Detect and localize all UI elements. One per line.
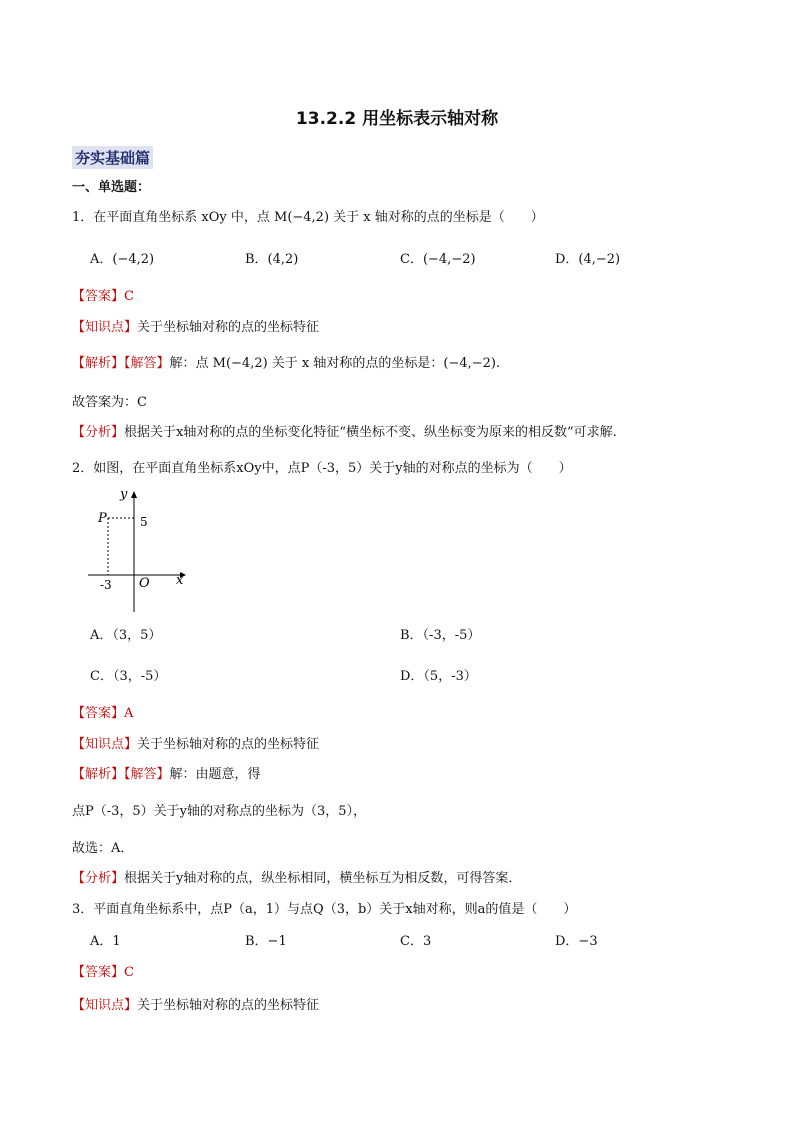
y-axis-arrow xyxy=(131,491,137,498)
analysis-text: 解：点 M(−4,2) 关于 x 轴对称的点的坐标是：(−4,−2). xyxy=(169,356,501,371)
q2-knowledge xyxy=(72,735,319,755)
x-axis-label: x xyxy=(176,573,184,588)
q1-option-a: A．(−4,2) xyxy=(90,252,155,267)
subsection-heading: 一、单选题： xyxy=(72,180,151,195)
origin-label: O xyxy=(139,576,150,591)
q2-analysis xyxy=(72,765,261,785)
q1-reason xyxy=(72,423,617,443)
reason-text: 根据关于y轴对称的点，纵坐标相同，横坐标互为相反数，可得答案． xyxy=(124,871,522,886)
answer-value: C xyxy=(124,289,134,304)
section-heading: 夯实基础篇 xyxy=(72,146,153,169)
coordinate-figure xyxy=(86,484,196,614)
q3-stem: 3．平面直角坐标系中，点P（a，1）与点Q（3，b）关于x轴对称，则a的值是（ ） xyxy=(72,902,577,917)
knowledge-tag: 【知识点】 xyxy=(72,737,138,752)
point-label: P xyxy=(98,511,107,526)
knowledge-tag: 【知识点】 xyxy=(72,320,138,335)
analysis-tag: 【解析】【解答】 xyxy=(72,767,170,782)
q2-analysis-detail: 点P（-3，5）关于y轴的对称点的坐标为（3，5）， xyxy=(72,804,367,819)
knowledge-text: 关于坐标轴对称的点的坐标特征 xyxy=(137,737,320,752)
q2-option-b: B．（-3，-5） xyxy=(400,628,481,643)
answer-tag: 【答案】 xyxy=(72,289,125,304)
analysis-tag: 【解析】【解答】 xyxy=(72,356,170,371)
q2-reason xyxy=(72,869,521,889)
reason-text: 根据关于x轴对称的点的坐标变化特征“横坐标不变、纵坐标变为原来的相反数”可求解. xyxy=(124,425,617,440)
q2-conclusion: 故选：A． xyxy=(72,841,134,856)
q3-answer xyxy=(72,963,134,983)
answer-value: A xyxy=(124,706,134,721)
q1-analysis xyxy=(72,354,500,374)
q3-option-a: A．1 xyxy=(90,934,121,949)
answer-tag: 【答案】 xyxy=(72,706,125,721)
q2-option-c: C．（3，-5） xyxy=(90,669,167,684)
q2-option-a: A．（3，5） xyxy=(90,628,162,643)
x-tick-label: -3 xyxy=(100,578,112,592)
q1-option-d: D．(4,−2) xyxy=(555,252,621,267)
y-tick-label: 5 xyxy=(140,515,148,529)
q1-stem: 1．在平面直角坐标系 xOy 中，点 M(−4,2) 关于 x 轴对称的点的坐标是（ ） xyxy=(72,210,544,225)
q3-option-b: B．−1 xyxy=(245,934,287,949)
answer-value: C xyxy=(124,965,134,980)
q2-option-d: D．（5，-3） xyxy=(400,669,477,684)
analysis-text: 解：由题意，得 xyxy=(169,767,261,782)
page-title: 13.2.2 用坐标表示轴对称 xyxy=(295,109,499,129)
q1-knowledge xyxy=(72,318,319,338)
q1-option-c: C．(−4,−2) xyxy=(400,252,476,267)
knowledge-text: 关于坐标轴对称的点的坐标特征 xyxy=(137,320,320,335)
q3-option-c: C．3 xyxy=(400,934,432,949)
reason-tag: 【分析】 xyxy=(72,425,125,440)
q2-answer xyxy=(72,704,133,724)
knowledge-tag: 【知识点】 xyxy=(72,998,138,1013)
answer-tag: 【答案】 xyxy=(72,965,125,980)
reason-tag: 【分析】 xyxy=(72,871,125,886)
q2-stem: 2．如图，在平面直角坐标系xOy中，点P（-3，5）关于y轴的对称点的坐标为（ ） xyxy=(72,461,572,476)
q1-conclusion: 故答案为：C xyxy=(72,395,147,410)
y-axis-label: y xyxy=(120,487,128,502)
knowledge-text: 关于坐标轴对称的点的坐标特征 xyxy=(137,998,320,1013)
q1-answer xyxy=(72,287,134,307)
q3-knowledge xyxy=(72,996,319,1016)
q1-option-b: B．(4,2) xyxy=(245,252,299,267)
q3-option-d: D．−3 xyxy=(555,934,598,949)
